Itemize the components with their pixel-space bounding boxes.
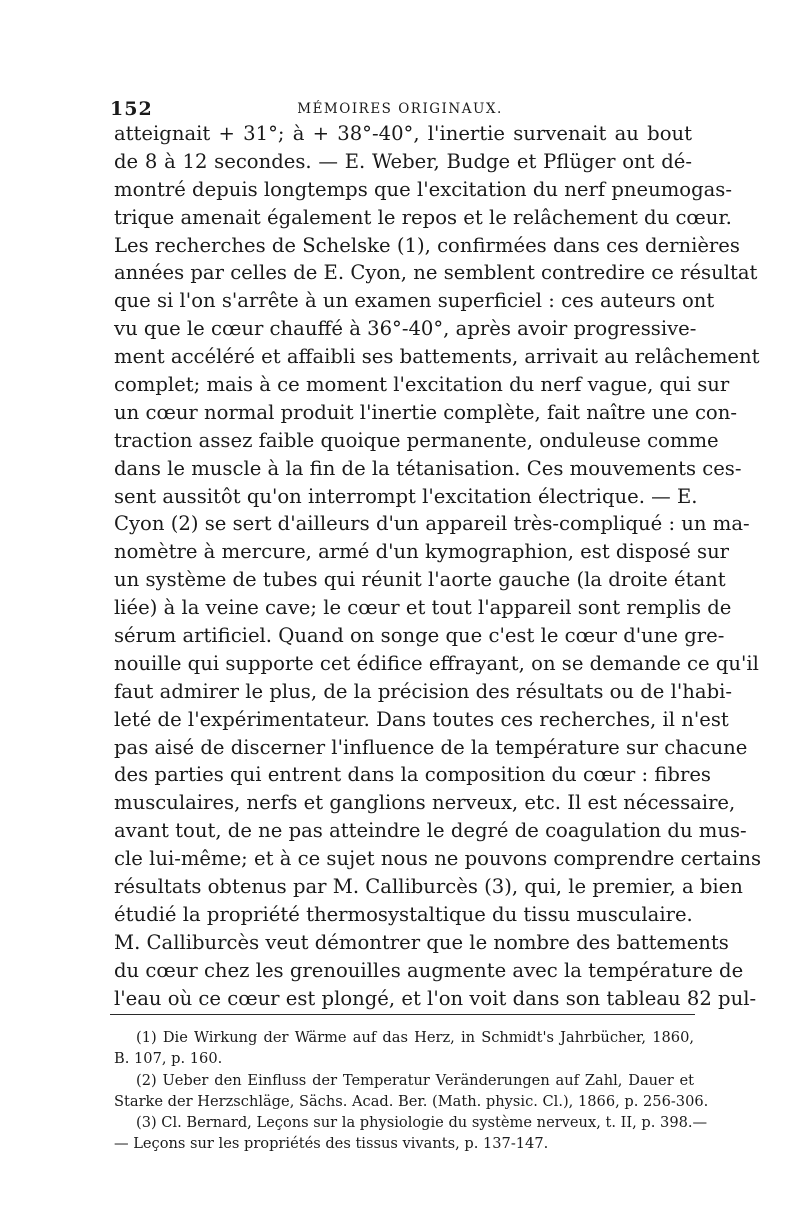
text-line: nouille qui supporte cet édifice effrayant, on se demande ce qu'il <box>114 651 759 675</box>
text-line: l'eau où ce cœur est plongé, et l'on voit dans son tableau 82 pul- <box>114 986 757 1010</box>
text-line: sent aussitôt qu'on interrompt l'excitation électrique. — E. <box>114 484 698 508</box>
text-line: de 8 à 12 secondes. — E. Weber, Budge et Pflüger ont dé- <box>114 149 692 173</box>
text-line: étudié la propriété thermosystaltique du tissu musculaire. <box>114 902 693 926</box>
page-header <box>110 98 690 122</box>
text-line: résultats obtenus par M. Calliburcès (3), qui, le premier, a bien <box>114 875 743 899</box>
footnotes <box>114 1027 709 1155</box>
footnote-line: (1) Die Wirkung der Wärme auf das Herz, in Schmidt's Jahrbücher, 1860, <box>136 1029 694 1046</box>
text-line: liée) à la veine cave; le cœur et tout l'appareil sont remplis de <box>114 596 732 620</box>
text-line: Les recherches de Schelske (1), confirmées dans ces dernières <box>114 233 740 257</box>
text-line: ment accéléré et affaibli ses battements, arrivait au relâchement <box>114 345 760 369</box>
footnote-line: (2) Ueber den Einfluss der Temperatur Veränderungen auf Zahl, Dauer et <box>136 1071 694 1089</box>
text-line: Cyon (2) se sert d'ailleurs d'un appareil très-compliqué : un ma- <box>114 512 750 536</box>
text-line: leté de l'expérimentateur. Dans toutes ces recherches, il n'est <box>114 707 729 731</box>
text-line: années par celles de E. Cyon, ne semblent contredire ce résultat <box>114 261 758 285</box>
body-text <box>114 120 761 1013</box>
text-line: du cœur chez les grenouilles augmente avec la température de <box>114 958 744 982</box>
text-line: M. Calliburcès veut démontrer que le nombre des battements <box>114 930 729 954</box>
text-line: des parties qui entrent dans la composition du cœur : fibres <box>114 763 711 787</box>
text-line: sérum artificiel. Quand on songe que c'est le cœur d'une gre- <box>114 624 725 648</box>
text-line: dans le muscle à la fin de la tétanisation. Ces mouvements ces- <box>114 456 742 480</box>
footnote-line: — Leçons sur les propriétés des tissus vivants, p. 137-147. <box>114 1135 549 1153</box>
text-line: complet; mais à ce moment l'excitation du nerf vague, qui sur <box>114 373 730 397</box>
text-line: trique amenait également le repos et le relâchement du cœur. <box>114 205 732 229</box>
footnote-line: (3) Cl. Bernard, Leçons sur la physiologie du système nerveux, t. II, p. 398.— <box>136 1114 708 1132</box>
footnote-line: B. 107, p. 160. <box>114 1050 223 1068</box>
text-line: faut admirer le plus, de la précision des résultats ou de l'habi- <box>114 679 732 703</box>
text-line: nomètre à mercure, armé d'un kymographion, est disposé sur <box>114 540 730 564</box>
text-line: un cœur normal produit l'inertie complète, fait naître une con- <box>114 400 737 424</box>
text-line: cle lui-même; et à ce sujet nous ne pouvons comprendre certains <box>114 847 761 871</box>
text-line: que si l'on s'arrête à un examen superficiel : ces auteurs ont <box>114 289 715 313</box>
footnote-divider <box>110 1014 695 1015</box>
text-line: avant tout, de ne pas atteindre le degré de coagulation du mus- <box>114 819 747 843</box>
text-line: vu que le cœur chauffé à 36°-40°, après avoir progressive- <box>114 317 697 341</box>
page-number: 152 <box>110 98 153 120</box>
footnote-line: Starke der Herzschläge, Sächs. Acad. Ber. (Math. physic. Cl.), 1866, p. 256-306. <box>114 1092 709 1110</box>
text-line: traction assez faible quoique permanente, onduleuse comme <box>114 428 719 452</box>
text-line: pas aisé de discerner l'influence de la température sur chacune <box>114 735 748 759</box>
text-line: musculaires, nerfs et ganglions nerveux, etc. Il est nécessaire, <box>114 791 736 815</box>
text-line: montré depuis longtemps que l'excitation du nerf pneumogas- <box>114 177 732 201</box>
running-title: MÉMOIRES ORIGINAUX. <box>297 101 503 117</box>
text-line: atteignait + 31°; à + 38°-40°, l'inertie survenait au bout <box>114 122 692 145</box>
text-line: un système de tubes qui réunit l'aorte gauche (la droite étant <box>114 568 726 592</box>
